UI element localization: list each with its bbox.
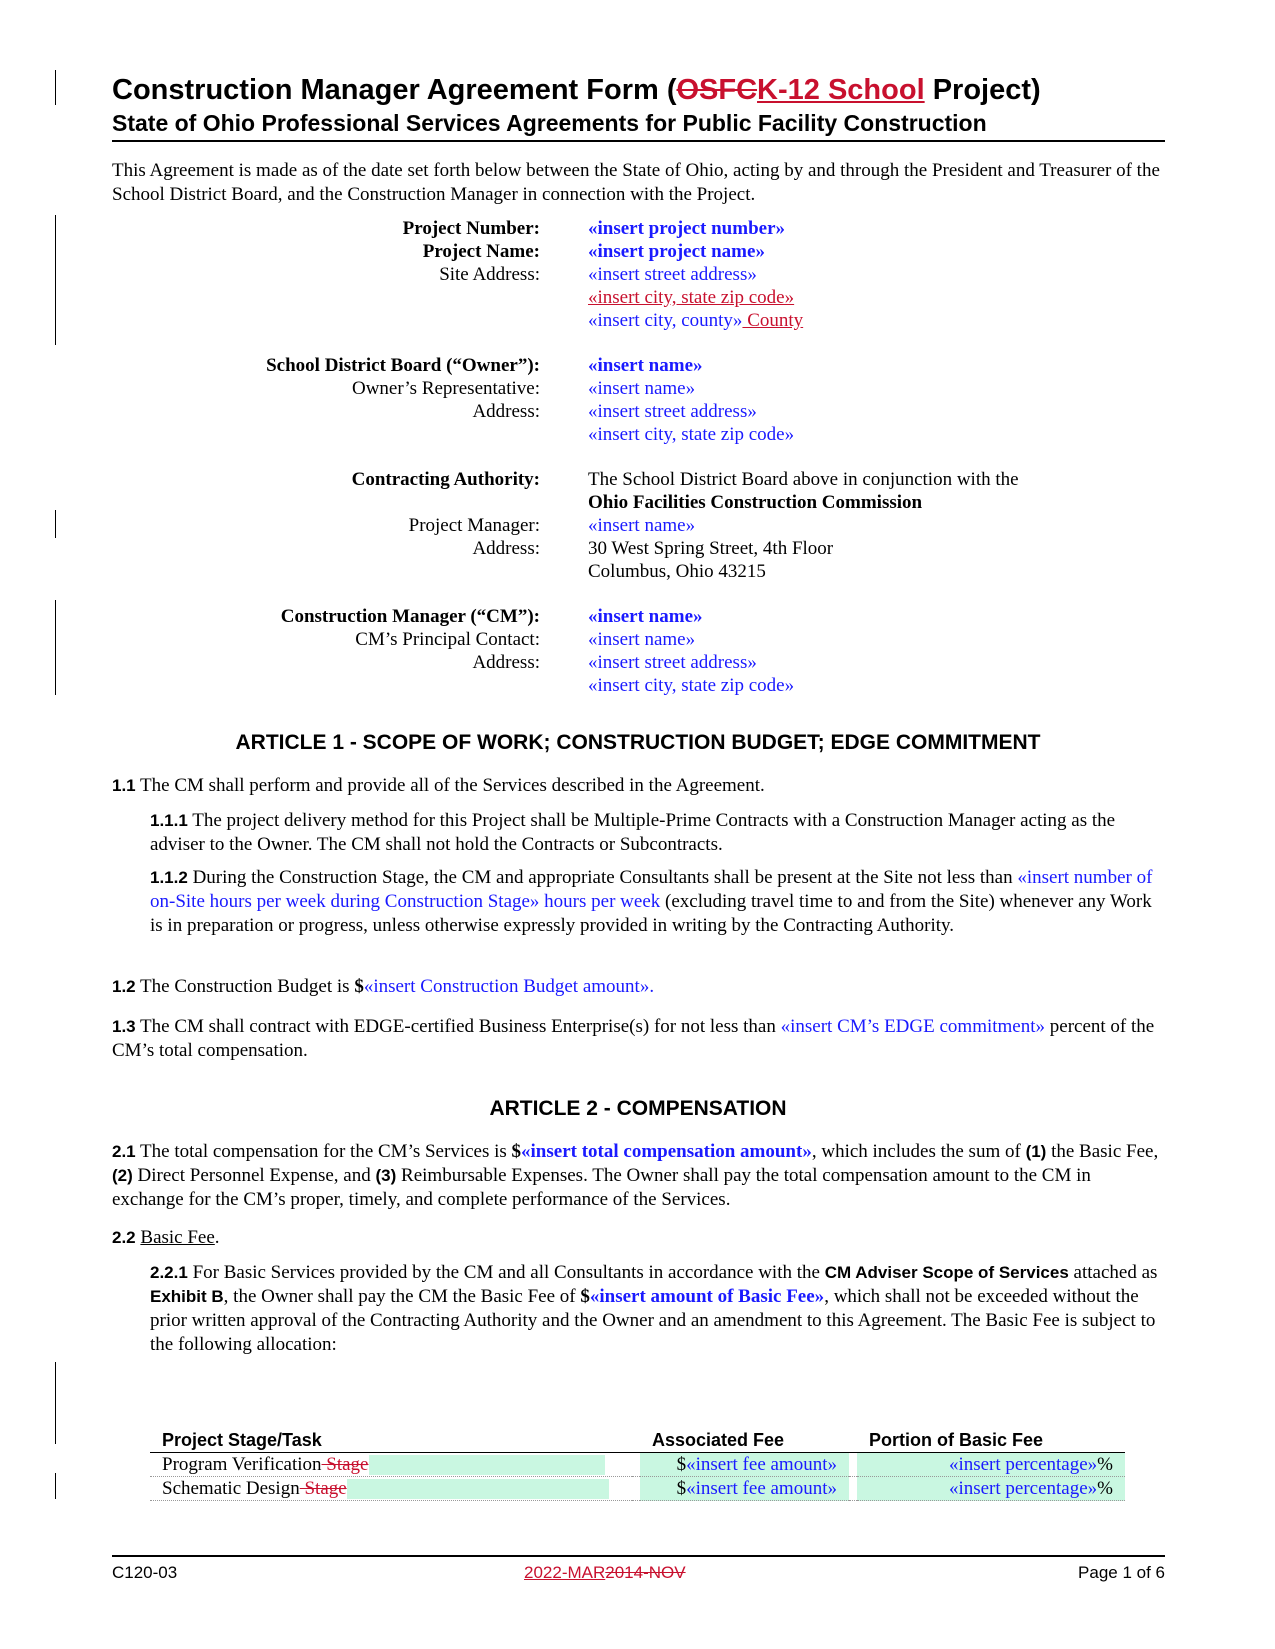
col-header-gap <box>632 1427 640 1453</box>
fee-cell[interactable]: $«insert fee amount» <box>640 1477 849 1501</box>
project-name-label: Project Name: <box>422 241 540 262</box>
section-2-2: 2.2 Basic Fee. <box>112 1227 220 1248</box>
cm-contact-field[interactable]: «insert name» <box>588 629 696 650</box>
authority-city: Columbus, Ohio 43215 <box>588 561 766 582</box>
title-inserted-text: K-12 School <box>757 74 925 106</box>
section-1-1: 1.1 The CM shall perform and provide all of the Services described in the Agreement. <box>112 775 765 796</box>
basic-fee-field[interactable]: «insert amount of Basic Fee» <box>589 1286 825 1307</box>
page-subtitle: State of Ohio Professional Services Agreements for Public Facility Construction <box>112 110 987 136</box>
task-cell: Program Verification Stage <box>150 1453 632 1477</box>
onsite-hours-field[interactable]: «insert number of on-Site hours per week during Construction Stage» hours per week <box>150 867 1153 912</box>
project-number-label: Project Number: <box>402 218 540 239</box>
title-deleted-text: OSFC <box>676 74 758 106</box>
change-bar <box>55 510 56 538</box>
cm-name-field[interactable]: «insert name» <box>588 606 703 627</box>
section-1-2: 1.2 The Construction Budget is $«insert Construction Budget amount». <box>112 976 655 997</box>
percentage-cell[interactable]: «insert percentage»% <box>857 1477 1125 1501</box>
percentage-cell[interactable]: «insert percentage»% <box>857 1453 1125 1477</box>
form-code: C120-03 <box>112 1563 178 1582</box>
section-2-1: 2.1 The total compensation for the CM’s Services is $«insert total compensation amount», which includes the sum of (1) the Basic Fee, (2) Direct Personnel Expense, and (3) Reimbursable Expenses. The Owner shall pay the total compensation amount to the CM in exchange for the CM’s proper, timely, and complete performance of the Services. <box>112 1141 1159 1210</box>
project-manager-label: Project Manager: <box>408 515 540 536</box>
owner-address-label: Address: <box>472 401 540 422</box>
col-header-gap <box>849 1427 857 1453</box>
footer-rule <box>112 1555 1165 1557</box>
change-bar <box>55 70 56 105</box>
col-header-task: Project Stage/Task <box>150 1427 632 1453</box>
cm-address-label: Address: <box>472 652 540 673</box>
edge-commitment-field[interactable]: «insert CM’s EDGE commitment» <box>780 1016 1046 1037</box>
owner-label: School District Board (“Owner”): <box>266 355 540 376</box>
project-name-field[interactable]: «insert project name» <box>588 241 765 262</box>
authority-line2: Ohio Facilities Construction Commission <box>588 492 923 513</box>
change-bar <box>55 215 56 345</box>
site-city-zip-field[interactable]: «insert city, state zip code» <box>588 287 795 308</box>
section-1-1-1: 1.1.1 The project delivery method for this Project shall be Multiple-Prime Contracts with a Construction Manager acting as the adviser to the Owner. The CM shall not hold the Contracts or Subcontracts. <box>150 810 1116 855</box>
fee-allocation-table <box>150 1427 1125 1501</box>
section-1-1-2: 1.1.2 During the Construction Stage, the CM and appropriate Consultants shall be present at the Site not less than «insert number of on-Site hours per week during Construction Stage» hours per week (excluding travel time to and from the Site) whenever any Work is in preparation or progress, unless otherwise expressly provided in writing by the Contracting Authority. <box>150 867 1153 936</box>
site-county-field[interactable]: «insert city, county» County <box>588 310 804 331</box>
col-header-fee: Associated Fee <box>640 1427 849 1453</box>
construction-budget-field[interactable]: «insert Construction Budget amount». <box>363 976 655 997</box>
change-bar <box>55 1473 56 1499</box>
article-2-heading: ARTICLE 2 - COMPENSATION <box>489 1097 787 1120</box>
article-1-heading: ARTICLE 1 - SCOPE OF WORK; CONSTRUCTION BUDGET; EDGE COMMITMENT <box>235 731 1041 754</box>
site-street-field[interactable]: «insert street address» <box>588 264 757 285</box>
col-header-portion: Portion of Basic Fee <box>857 1427 1125 1453</box>
section-2-2-1: 2.2.1 For Basic Services provided by the CM and all Consultants in accordance with the CM Adviser Scope of Services attached as Exhibit B, the Owner shall pay the CM the Basic Fee of $«insert amount of Basic Fee», which shall not be exceeded without the prior written approval of the Contracting Authority and the Owner and an amendment to this Agreement. The Basic Fee is subject to the following allocation: <box>150 1262 1158 1355</box>
cm-city-zip-field[interactable]: «insert city, state zip code» <box>588 675 795 696</box>
cm-label: Construction Manager (“CM”): <box>280 606 540 627</box>
page-number: Page 1 of 6 <box>1078 1563 1165 1582</box>
table-header-row <box>150 1427 1125 1453</box>
cm-contact-label: CM’s Principal Contact: <box>355 629 540 650</box>
authority-label: Contracting Authority: <box>351 469 540 490</box>
title-rule <box>112 140 1165 142</box>
owner-name-field[interactable]: «insert name» <box>588 355 703 376</box>
owner-street-field[interactable]: «insert street address» <box>588 401 757 422</box>
owner-rep-label: Owner’s Representative: <box>351 378 540 399</box>
owner-rep-field[interactable]: «insert name» <box>588 378 696 399</box>
owner-city-zip-field[interactable]: «insert city, state zip code» <box>588 424 795 445</box>
cm-street-field[interactable]: «insert street address» <box>588 652 757 673</box>
fee-cell[interactable]: $«insert fee amount» <box>640 1453 849 1477</box>
revision-date: 2022-MAR2014-NOV <box>524 1563 686 1582</box>
authority-line1: The School District Board above in conjunction with the <box>588 469 1019 490</box>
authority-street: 30 West Spring Street, 4th Floor <box>588 538 834 559</box>
project-manager-field[interactable]: «insert name» <box>588 515 696 536</box>
section-1-3: 1.3 The CM shall contract with EDGE-certified Business Enterprise(s) for not less than «insert CM’s EDGE commitment» percent of the CM’s total compensation. <box>112 1016 1155 1061</box>
intro-paragraph: This Agreement is made as of the date set forth below between the State of Ohio, acting by and through the President and Treasurer of the School District Board, and the Construction Manager in connection with the Project. <box>112 160 1160 205</box>
site-address-label: Site Address: <box>439 264 540 285</box>
total-compensation-field[interactable]: «insert total compensation amount» <box>521 1141 812 1162</box>
project-number-field[interactable]: «insert project number» <box>588 218 786 239</box>
table-row <box>150 1453 1125 1477</box>
change-bar <box>55 1362 56 1444</box>
page-title: Construction Manager Agreement Form (OSFCK-12 School Project) <box>112 74 1041 106</box>
task-cell: Schematic Design Stage <box>150 1477 632 1501</box>
table-row <box>150 1477 1125 1501</box>
authority-address-label: Address: <box>472 538 540 559</box>
change-bar <box>55 600 56 695</box>
